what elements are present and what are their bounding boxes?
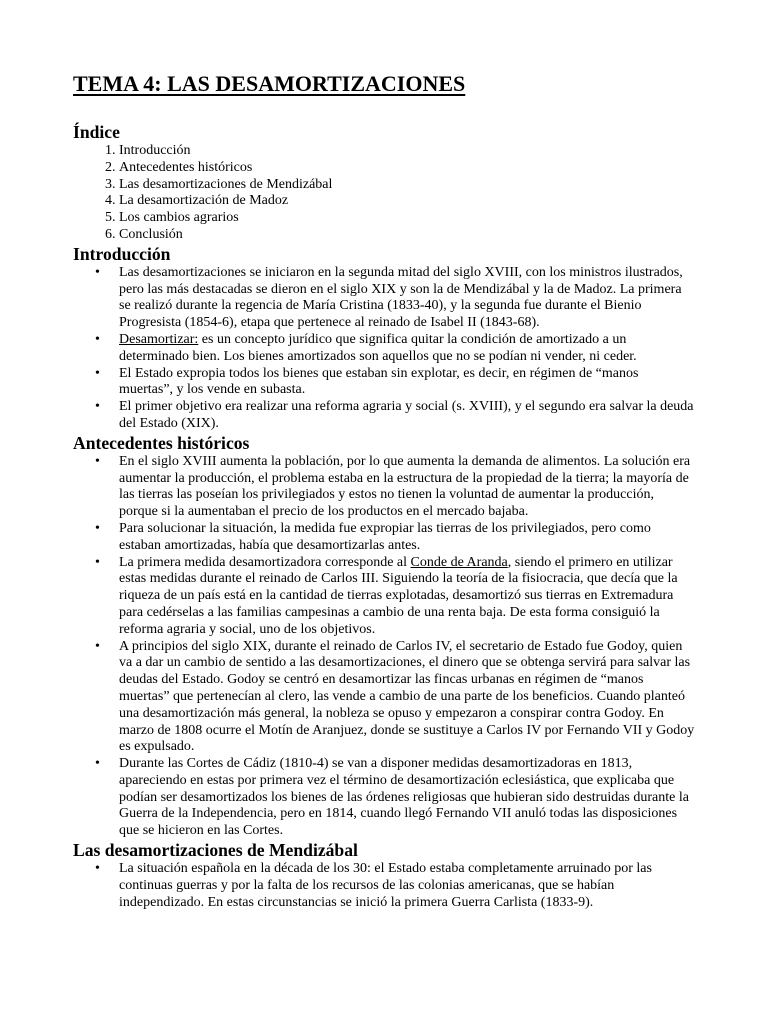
- toc-item: 4. La desamortización de Madoz: [119, 193, 695, 210]
- term-desamortizar: Desamortizar:: [119, 331, 199, 347]
- toc-item: 6. Conclusión: [119, 227, 695, 244]
- heading-indice: Índice: [73, 122, 120, 142]
- heading-introduccion: Introducción: [73, 243, 171, 264]
- heading-mendizabal: Las desamortizaciones de Mendizábal: [73, 840, 358, 861]
- antecedentes-list: [73, 454, 695, 840]
- bullet-paragraph: • La situación española en la década de los 30: el Estado estaba completamente arruinado por las continuas guerras y por la falta de los recursos de las colonias americanas, que se habían independizado. En estas circunstancias se inició la primera Guerra Carlista (1833-9).: [73, 861, 695, 911]
- toc-item: 3. Las desamortizaciones de Mendizábal: [119, 177, 695, 194]
- document-page: [73, 68, 695, 911]
- heading-antecedentes: Antecedentes históricos: [73, 432, 250, 453]
- title-spacer: [73, 100, 695, 122]
- mendizabal-list: [73, 861, 695, 911]
- bullet-paragraph: • Las desamortizaciones se iniciaron en la segunda mitad del siglo XVIII, con los ministros ilustrados, pero las más destacadas se dieron en el siglo XIX y son la de Mendizábal y la de Madoz. La primera se realizó durante la regencia de María Cristina (1833-40), y la segunda fue durante el Bienio Progresista (1854-6), etapa que pertenece al reinado de Isabel II (1843-68).: [73, 265, 695, 332]
- toc-item: 1. Introducción: [119, 143, 695, 160]
- toc-item: 5. Los cambios agrarios: [119, 210, 695, 227]
- bullet-paragraph: • Para solucionar la situación, la medida fue expropiar las tierras de los privilegiados, pero como estaban amortizadas, había que desamortizarlas antes.: [73, 521, 695, 555]
- document-title: TEMA 4: LAS DESAMORTIZACIONES: [73, 71, 466, 96]
- text-before-link: La primera medida desamortizadora corresponde al: [119, 554, 411, 570]
- text-after-link: , siendo el primero en utilizar estas medidas durante el reinado de Carlos III. Siguiendo la teoría de la fisiocracia, que decía que la riqueza de un país está en la cantidad de tierras explotadas, desamortizó sus tierras en Extremadura para cedérselas a las familias campesinas a cambio de una renta baja. De esta forma consiguió la reforma agraria y social, uno de los objetivos.: [119, 554, 678, 637]
- bullet-paragraph: • El Estado expropia todos los bienes que estaban sin explotar, es decir, en régimen de “manos muertas”, y los vende en subasta.: [73, 366, 695, 400]
- table-of-contents: [73, 143, 695, 244]
- bullet-paragraph: • Durante las Cortes de Cádiz (1810-4) se van a disponer medidas desamortizadoras en 1813, apareciendo en estas por primera vez el término de desamortización eclesiástica, que explicaba que podían ser desamortizados los bienes de las órdenes religiosas que hubieran sido destruidas durante la Guerra de la Independencia, pero en 1814, cuando llegó Fernando VII anuló todas las disposiciones que se hicieron en las Cortes.: [73, 756, 695, 840]
- toc-item: 2. Antecedentes históricos: [119, 160, 695, 177]
- bullet-paragraph: • En el siglo XVIII aumenta la población, por lo que aumenta la demanda de alimentos. La solución era aumentar la producción, el problema estaba en la estructura de la propiedad de la tierra; la mayoría de las tierras las poseían los privilegiados y estos no tienen la voluntad de aumentar la producción, porque si la aumentaban el precio de los productos en el mercado bajaba.: [73, 454, 695, 521]
- bullet-paragraph: [73, 555, 695, 639]
- bullet-paragraph: • A principios del siglo XIX, durante el reinado de Carlos IV, el secretario de Estado fue Godoy, quien va a dar un cambio de sentido a las desamortizaciones, el dinero que se obtenga servirá para salvar las deudas del Estado. Godoy se centró en desamortizar las fincas urbanas en régimen de “manos muertas” que pertenecían al clero, las vende a cambio de una parte de los beneficios. Cuando planteó una desamortización más general, la nobleza se opuso y empezaron a conspirar contra Godoy. En marzo de 1808 ocurre el Motín de Aranjuez, donde se sustituye a Carlos IV por Fernando VII y Godoy es expulsado.: [73, 639, 695, 757]
- bullet-paragraph: • El primer objetivo era realizar una reforma agraria y social (s. XVIII), y el segundo era salvar la deuda del Estado (XIX).: [73, 399, 695, 433]
- bullet-paragraph: [73, 332, 695, 366]
- conde-de-aranda-link[interactable]: Conde de Aranda: [410, 554, 508, 570]
- definition-text: es un concepto jurídico que significa quitar la condición de amortizado a un determinado bien. Los bienes amortizados son aquellos que no se podían ni vender, ni ceder.: [119, 331, 637, 364]
- introduccion-list: [73, 265, 695, 433]
